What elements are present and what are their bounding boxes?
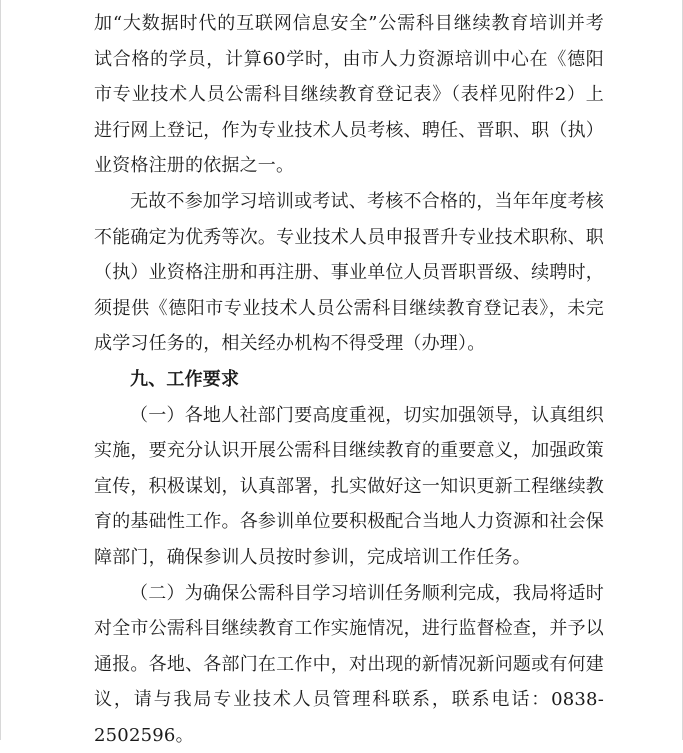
requirement-item-1: （一）各地人社部门要高度重视，切实加强领导，认真组织实施，要充分认识开展公需科目继续教育的重要意义，加强政策宣传，积极谋划，认真部署，扎实做好这一知识更新工程继续教育的基础性工作。各参训单位要积极配合当地人力资源和社会保障部门，确保参训人员按时参训，完成培训工作任务。: [94, 398, 604, 576]
requirement-item-2: （二）为确保公需科目学习培训任务顺利完成，我局将适时对全市公需科目继续教育工作实施情况，进行监督检查，并予以通报。各地、各部门在工作中，对出现的新情况新问题或有何建议，请与我局专业技术人员管理科联系，联系电话：0838-2502596。: [94, 576, 604, 753]
section-heading: 九、工作要求: [94, 362, 604, 398]
paragraph-registration: 加“大数据时代的互联网信息安全”公需科目继续教育培训并考试合格的学员，计算60学时，由市人力资源培训中心在《德阳市专业技术人员公需科目继续教育登记表》（表样见附件2）上进行网上登记，作为专业技术人员考核、聘任、晋职、职（执）业资格注册的依据之一。: [94, 6, 604, 184]
paragraph-assessment: 无故不参加学习培训或考试、考核不合格的，当年年度考核不能确定为优秀等次。专业技术人员申报晋升专业技术职称、职（执）业资格注册和再注册、事业单位人员晋职晋级、续聘时，须提供《德阳市专业技术人员公需科目继续教育登记表》，未完成学习任务的，相关经办机构不得受理（办理）。: [94, 184, 604, 362]
document-body: [94, 6, 604, 753]
